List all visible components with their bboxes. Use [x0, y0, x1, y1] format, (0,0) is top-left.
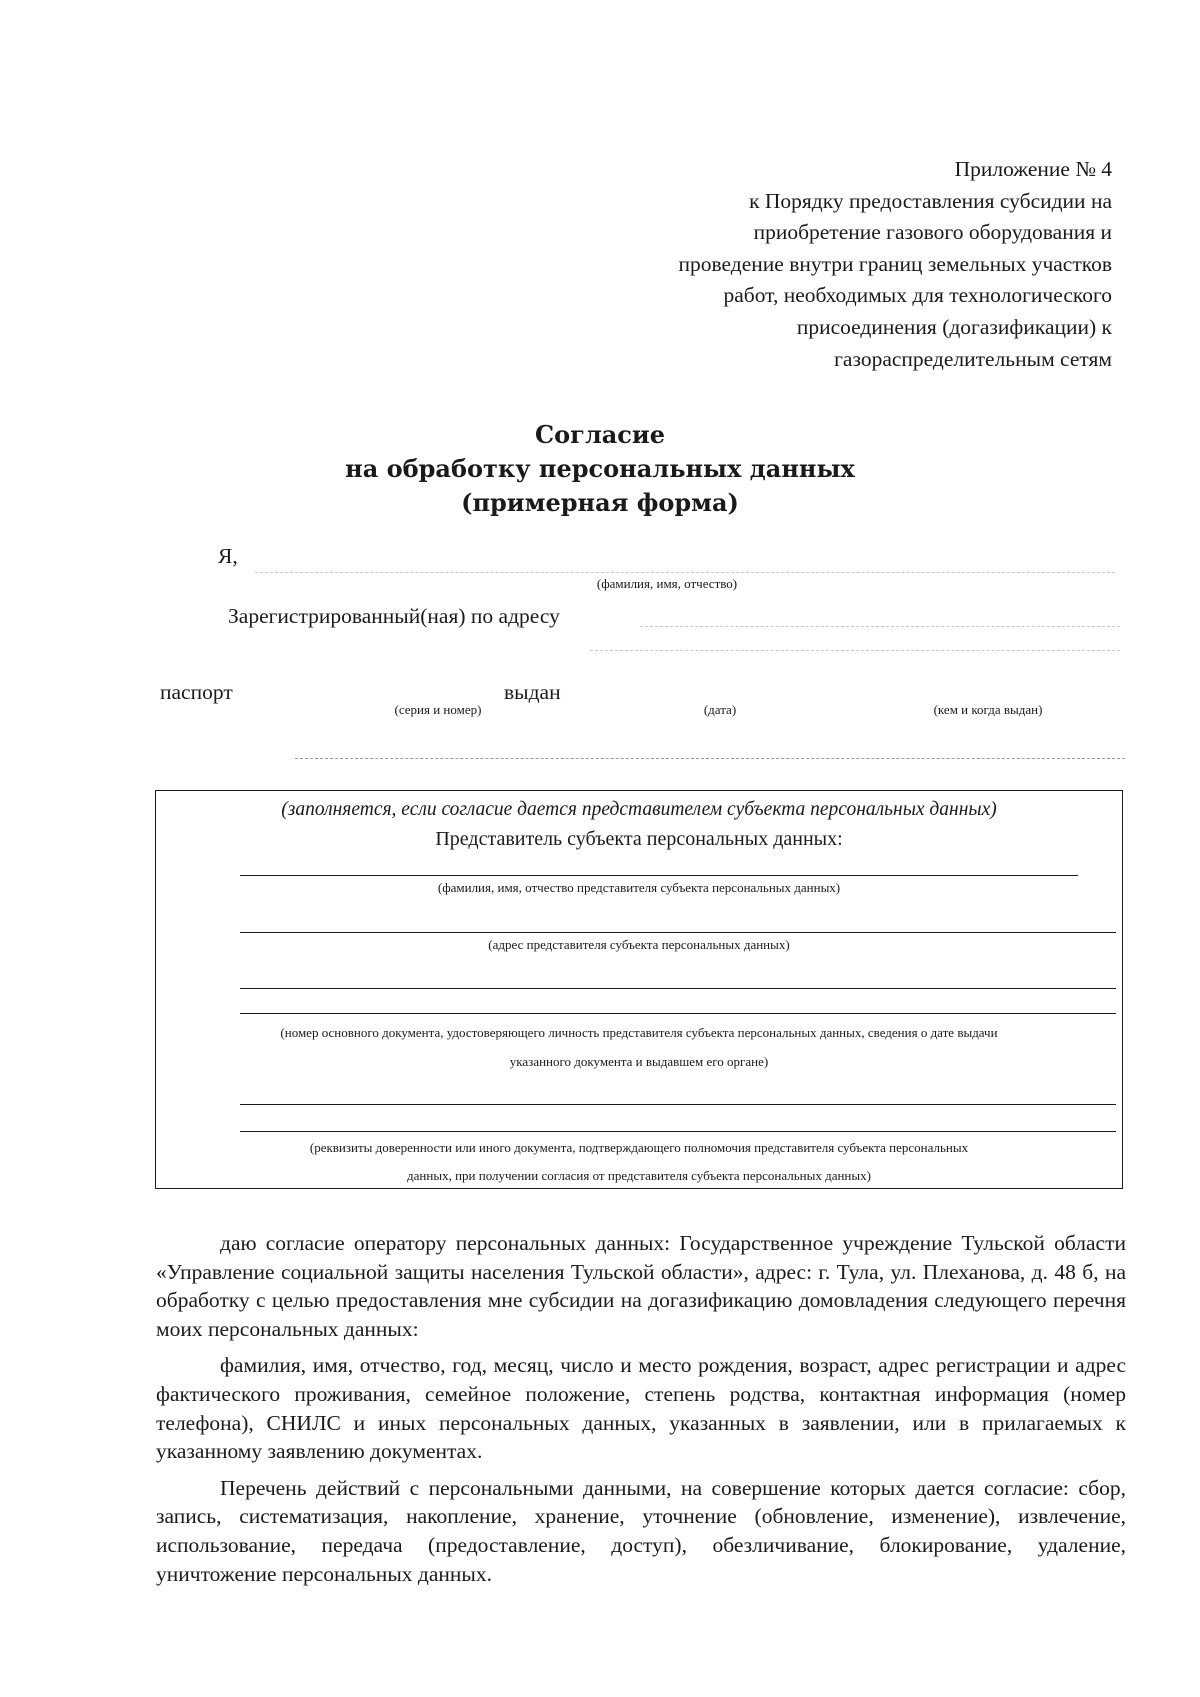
fio-line[interactable] — [255, 572, 1115, 573]
consent-paragraph: даю согласие оператору персональных данных: Государственное учреждение Тульской области «Управление социальной защиты населения Тульской области», адрес: г. Тула, ул. Плеханова, д. 48 б, на обработку с целью предоставления мне субсидии на догазификацию домовладения следующего перечня моих персональных данных: — [156, 1231, 1126, 1341]
address-label: Зарегистрированный(ная) по адресу — [228, 604, 560, 628]
address-line-1[interactable] — [640, 626, 1120, 627]
title-line: Согласие — [535, 420, 665, 449]
appendix-line: присоединения (догазификации) к — [796, 314, 1112, 339]
fio-caption: (фамилия, имя, отчество) — [596, 576, 738, 591]
appendix-line: проведение внутри границ земельных участков — [678, 251, 1112, 276]
appendix-line: Приложение № 4 — [954, 157, 1112, 181]
representative-note: (заполняется, если согласие дается представителем субъекта персональных данных) — [281, 799, 997, 820]
date-caption: (дата) — [703, 702, 737, 717]
document-title — [0, 418, 1200, 520]
i-label: Я, — [218, 544, 238, 568]
title-line: на обработку персональных данных — [345, 454, 855, 483]
appendix-line: к Порядку предоставления субсидии на — [749, 188, 1112, 213]
appendix-line: работ, необходимых для технологического — [723, 283, 1112, 308]
representative-section — [155, 790, 1123, 1189]
representative-fio-caption: (фамилия, имя, отчество представителя субъекта персональных данных) — [437, 880, 841, 895]
actions-paragraph: Перечень действий с персональными данными, на совершение которых дается согласие: сбор, запись, систематизация, накопление, хранение, уточнение (обновление, изменение), извлечение, использование, передача (предоставление, доступ), обезличивание, блокирование, удаление, уничтожение персональных данных. — [156, 1475, 1126, 1586]
representative-document-caption: (номер основного документа, удостоверяющего личность представителя субъекта персональных данных, сведения о дате выдачи — [280, 1025, 998, 1040]
issuer-line[interactable] — [295, 758, 1125, 759]
title-line: (примерная форма) — [461, 488, 739, 517]
issued-label: выдан — [504, 680, 561, 704]
series-caption: (серия и номер) — [394, 702, 482, 717]
address-line-2[interactable] — [590, 650, 1120, 651]
representative-document-line-2[interactable] — [240, 1013, 1116, 1014]
representative-document-line-1[interactable] — [240, 988, 1116, 989]
representative-proxy-caption: данных, при получении согласия от представителя субъекта персональных данных) — [407, 1168, 871, 1183]
appendix-reference — [592, 154, 1112, 375]
representative-heading: Представитель субъекта персональных данных: — [435, 828, 843, 850]
representative-proxy-caption: (реквизиты доверенности или иного документа, подтверждающего полномочия представителя субъекта персональных — [309, 1140, 969, 1155]
issuer-caption: (кем и когда выдан) — [933, 702, 1043, 717]
representative-address-caption: (адрес представителя субъекта персональных данных) — [488, 937, 790, 952]
representative-document-caption: указанного документа и выдавшем его органе) — [509, 1054, 769, 1069]
representative-proxy-line-1[interactable] — [240, 1104, 1116, 1105]
personal-data-list-paragraph: фамилия, имя, отчество, год, месяц, число и место рождения, возраст, адрес регистрации и адрес фактического проживания, семейное положение, степень родства, контактная информация (номер телефона), СНИЛС и иных персональных данных, указанных в заявлении, или в прилагаемых к указанному заявлению документах. — [156, 1353, 1126, 1464]
passport-label: паспорт — [160, 680, 233, 704]
appendix-line: газораспределительным сетям — [834, 346, 1112, 371]
consent-body — [156, 1229, 1126, 1596]
appendix-line: приобретение газового оборудования и — [753, 220, 1112, 245]
